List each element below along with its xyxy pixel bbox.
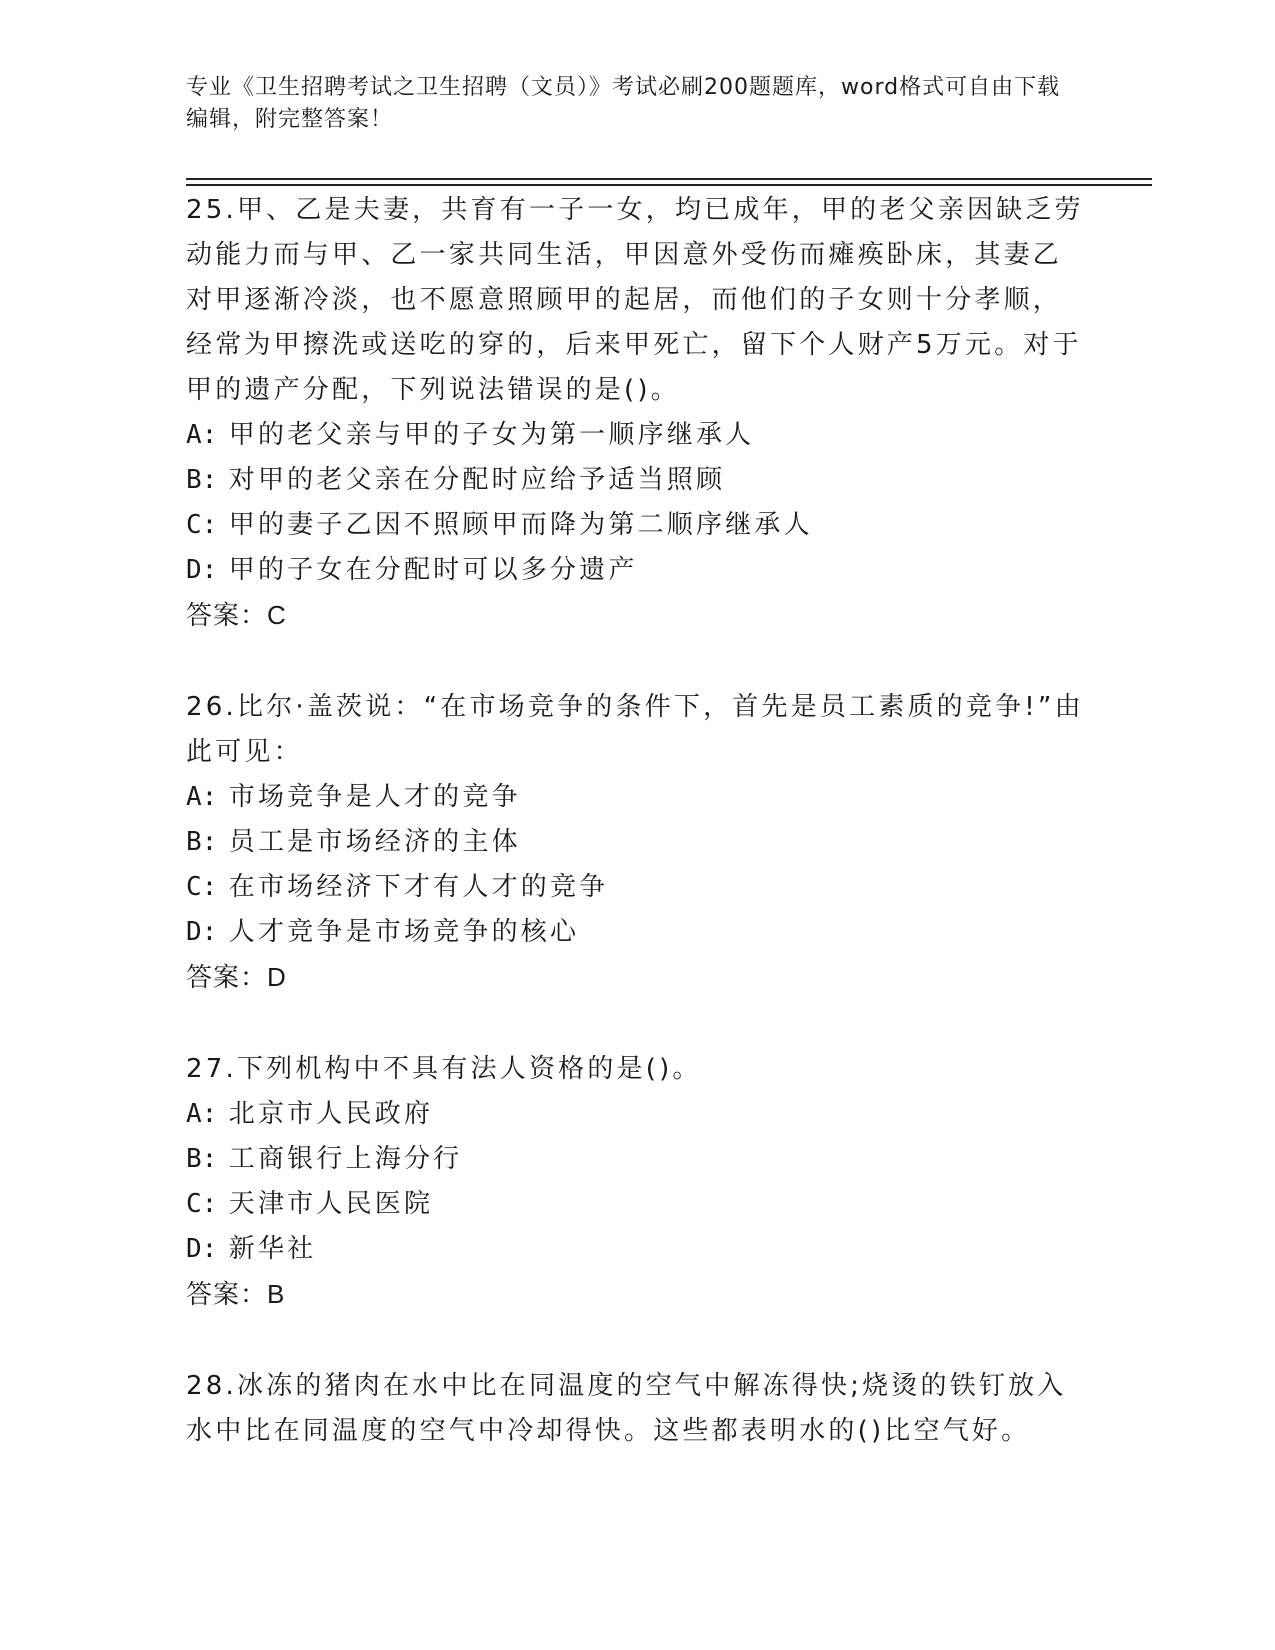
option-letter: C: — [186, 1189, 218, 1219]
option-c — [186, 503, 1086, 548]
option-text: 工商银行上海分行 — [228, 1144, 463, 1174]
option-text: 北京市人民政府 — [228, 1099, 434, 1129]
answer-label: 答案： — [186, 601, 268, 631]
answer-value: B — [267, 1279, 286, 1309]
question-27 — [186, 1047, 1086, 1318]
question-stem: 26.比尔·盖茨说：“在市场竞争的条件下，首先是员工素质的竞争!”由此可见： — [186, 692, 1084, 767]
answer-line — [186, 593, 1086, 639]
answer-value: D — [267, 962, 287, 992]
question-list — [186, 188, 1086, 1500]
question-26 — [186, 685, 1086, 1001]
option-c — [186, 1182, 1086, 1227]
option-letter: D: — [186, 555, 218, 585]
answer-line — [186, 955, 1086, 1001]
option-text: 市场竞争是人才的竞争 — [228, 782, 521, 812]
option-text: 在市场经济下才有人才的竞争 — [228, 872, 609, 902]
header-divider-bottom — [186, 184, 1152, 186]
option-b — [186, 1137, 1086, 1182]
option-text: 天津市人民医院 — [228, 1189, 434, 1219]
option-letter: B: — [186, 465, 218, 495]
option-d — [186, 548, 1086, 593]
option-text: 员工是市场经济的主体 — [228, 827, 521, 857]
answer-label: 答案： — [186, 1280, 268, 1310]
question-25 — [186, 188, 1086, 639]
option-letter: A: — [186, 420, 218, 450]
question-stem: 25.甲、乙是夫妻，共育有一子一女，均已成年，甲的老父亲因缺乏劳动能力而与甲、乙一家共同生活，甲因意外受伤而瘫痪卧床，其妻乙对甲逐渐冷淡，也不愿意照顾甲的起居，而他们的子女则十分孝顺，经常为甲擦洗或送吃的穿的，后来甲死亡，留下个人财产5万元。对于甲的遗产分配，下列说法错误的是()。 — [186, 195, 1084, 405]
answer-value: C — [267, 600, 287, 630]
answer-label: 答案： — [186, 963, 268, 993]
option-b — [186, 458, 1086, 503]
question-stem: 28.冰冻的猪肉在水中比在同温度的空气中解冻得快;烧烫的铁钉放入水中比在同温度的空气中冷却得快。这些都表明水的()比空气好。 — [186, 1371, 1067, 1446]
option-letter: C: — [186, 872, 218, 902]
option-text: 甲的老父亲与甲的子女为第一顺序继承人 — [228, 420, 755, 450]
option-letter: D: — [186, 1234, 218, 1264]
option-letter: B: — [186, 827, 218, 857]
option-letter: B: — [186, 1144, 218, 1174]
option-letter: A: — [186, 782, 218, 812]
option-a — [186, 775, 1086, 820]
option-c — [186, 865, 1086, 910]
option-d — [186, 910, 1086, 955]
option-text: 新华社 — [228, 1234, 317, 1264]
question-stem: 27.下列机构中不具有法人资格的是()。 — [186, 1054, 702, 1084]
option-a — [186, 413, 1086, 458]
option-letter: C: — [186, 510, 218, 540]
document-header: 专业《卫生招聘考试之卫生招聘（文员）》考试必刷200题题库，word格式可自由下载编辑，附完整答案！ — [186, 75, 1061, 132]
answer-line — [186, 1272, 1086, 1318]
option-a — [186, 1092, 1086, 1137]
question-28 — [186, 1364, 1086, 1454]
option-text: 甲的妻子乙因不照顾甲而降为第二顺序继承人 — [228, 510, 813, 540]
option-text: 甲的子女在分配时可以多分遗产 — [228, 555, 638, 585]
option-text: 人才竞争是市场竞争的核心 — [228, 917, 580, 947]
option-letter: A: — [186, 1099, 218, 1129]
header-divider-top — [186, 178, 1152, 180]
option-d — [186, 1227, 1086, 1272]
option-letter: D: — [186, 917, 218, 947]
option-text: 对甲的老父亲在分配时应给予适当照顾 — [228, 465, 726, 495]
option-b — [186, 820, 1086, 865]
